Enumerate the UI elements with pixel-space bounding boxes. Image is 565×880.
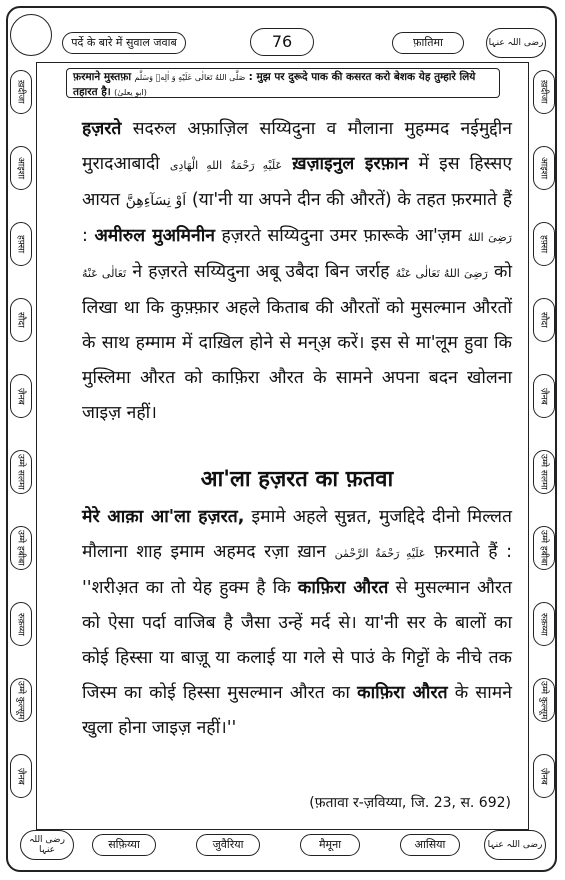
left-side-item-5: ज़ैनब [10, 374, 32, 418]
left-side-item-8: रुक़य्या [10, 602, 32, 646]
p1-space [282, 154, 292, 174]
p1-text-3: (या'नी या अपने दीन की औरतें) के तहत फ़रमाते हैं : [82, 190, 512, 246]
bottom-left-medallion: رضی اللہ عنہا [20, 830, 74, 860]
right-side-item-1: ख़दीजा [533, 70, 555, 114]
p1-text-4: हज़रते सय्यिदुना उमर फ़ारूके आ'ज़म [214, 226, 468, 246]
top-right-medallion: رضی اللہ عنہا [486, 28, 546, 58]
p2-text-4: के सामने खुला होना जाइज़ नहीं।'' [82, 683, 512, 738]
right-side-item-4: सौदा [533, 298, 555, 342]
citation: (फ़तावा र-ज़विय्या, जि. 23, स. 692) [309, 795, 511, 811]
p1-amirul-mumineen: अमीरुल मुअमिनीन [94, 226, 215, 246]
farmaan-box [66, 68, 500, 98]
p2-kafira-aurat-1: काफ़िरा औरत [297, 578, 389, 598]
p2-bold-start: मेरे आक़ा आ'ला हज़रत, [82, 507, 245, 527]
section-heading: आ'ला हज़रत का फ़तवा [200, 467, 394, 492]
right-side-item-2: आइशा [533, 146, 555, 190]
p2-text-3: से मुसल्मान औरत को ऐसा पर्दा वाजिब है जैसा उन्हें मर्द से। या'नी सर के बालों का कोई हिस्सा या बाज़ू या कलाई या गले से पाउं के गिट्टों के नीचे तक जिस्म का कोई हिस्सा मुसल्मान औरत का [82, 578, 512, 703]
right-side-item-6: उम्मे सलमा [533, 450, 555, 494]
footer-item-1: सफ़िय्या [92, 834, 156, 856]
header-right-title: फ़ातिमा [392, 32, 464, 54]
farmaan-arabic: صَلَّى اللهُ تَعَالٰى عَلَيْهِ وَ اٰلِهٖ وَسَلَّم [134, 73, 246, 82]
p1-text: सदरुल अफ़ाज़िल सय्यिदुना व मौलाना मुहम्मद नईमुद्दीन मुरादआबादी [82, 119, 512, 174]
p2-text: इमामे अहले सुन्नत, मुजद्दिदे दीनो मिल्लत मौलाना शाह इमाम अहमद रज़ा ख़ान [82, 507, 512, 562]
farmaan-source: (ابو یعلیٰ) [114, 88, 147, 97]
p1-arabic-2: رَضِىَ اللهُ تَعَالٰى عَنْهُ [82, 231, 512, 280]
page-number: 76 [250, 28, 314, 56]
paragraph-1 [82, 112, 512, 431]
paragraph-2 [82, 500, 512, 746]
right-side-item-3: हफ़्सा [533, 222, 555, 266]
header-left-title: पर्दे के बारे में सुवाल जवाब [62, 32, 186, 54]
p1-text-5: ने हज़रते सय्यिदुना अबू उबैदा बिन जर्राह [126, 262, 396, 282]
footer-item-3: मैमूना [300, 834, 360, 856]
farmaan-text: : मुझ पर दुरूदे पाक की कसरत करो बेशक येह तुम्हारे लिये तहारत है। [73, 71, 476, 98]
right-side-item-8: रुक़य्या [533, 602, 555, 646]
left-side-item-2: आइशा [10, 146, 32, 190]
p2-text-2: फ़रमाते हैं : ''शरीअ़त का तो येह हुक्म है कि [82, 542, 513, 598]
left-side-item-3: हफ़्सा [10, 222, 32, 266]
footer-item-2: जुवैरिया [196, 834, 260, 856]
farmaan-label: फ़रमाने मुस्तफ़ा [73, 71, 132, 83]
p2-kafira-aurat-2: काफ़िरा औरत [357, 683, 448, 703]
p1-text-2: में इस हिस्सए आयत [82, 154, 512, 210]
left-side-item-4: सौदा [10, 298, 32, 342]
p1-arabic-3: رَضِىَ اللهُ تَعَالٰى عَنْهُ [395, 267, 488, 280]
right-side-item-10: ज़ैनब [533, 754, 555, 798]
right-side-item-9: उम्मे कुल्सूम [533, 678, 555, 722]
left-side-item-1: ख़दीजा [10, 70, 32, 114]
p1-arabic-ayat: اَوْ نِسَآءِهِنَّ [125, 193, 187, 209]
left-side-item-10: ज़ैनब [10, 754, 32, 798]
p1-text-6: को लिखा था कि कुफ़्फ़ार अहले किताब की औरतों को मुसल्मान औरतों के साथ हम्माम में दाख़िल होने से मन्अ़ करें। इस से मा'लूम हुवा कि मुस्लिमा औरत को काफ़िरा औरत के सामने अपना बदन खोलना जाइज़ नहीं। [82, 262, 512, 423]
footer-item-4: आसिया [400, 834, 460, 856]
p1-bold: हज़रते [82, 119, 122, 139]
left-side-item-7: उम्मे हबीबा [10, 526, 32, 570]
left-side-item-6: उम्मे सलमा [10, 450, 32, 494]
p1-book-title: ख़ज़ाइनुल इरफ़ान [292, 154, 409, 174]
right-side-item-7: उम्मे हबीबा [533, 526, 555, 570]
right-side-item-5: ज़ैनब [533, 374, 555, 418]
bottom-right-medallion: رضی اللہ عنہا [484, 830, 546, 860]
top-left-medallion [10, 14, 52, 56]
p1-arabic-1: عَلَيْهِ رَحْمَةُ اللهِ الْهَادِى [169, 159, 283, 172]
left-side-item-9: उम्मे कुल्सूम [10, 678, 32, 722]
p2-arabic: عَلَيْهِ رَحْمَةُ الرَّحْمٰن [334, 547, 426, 560]
